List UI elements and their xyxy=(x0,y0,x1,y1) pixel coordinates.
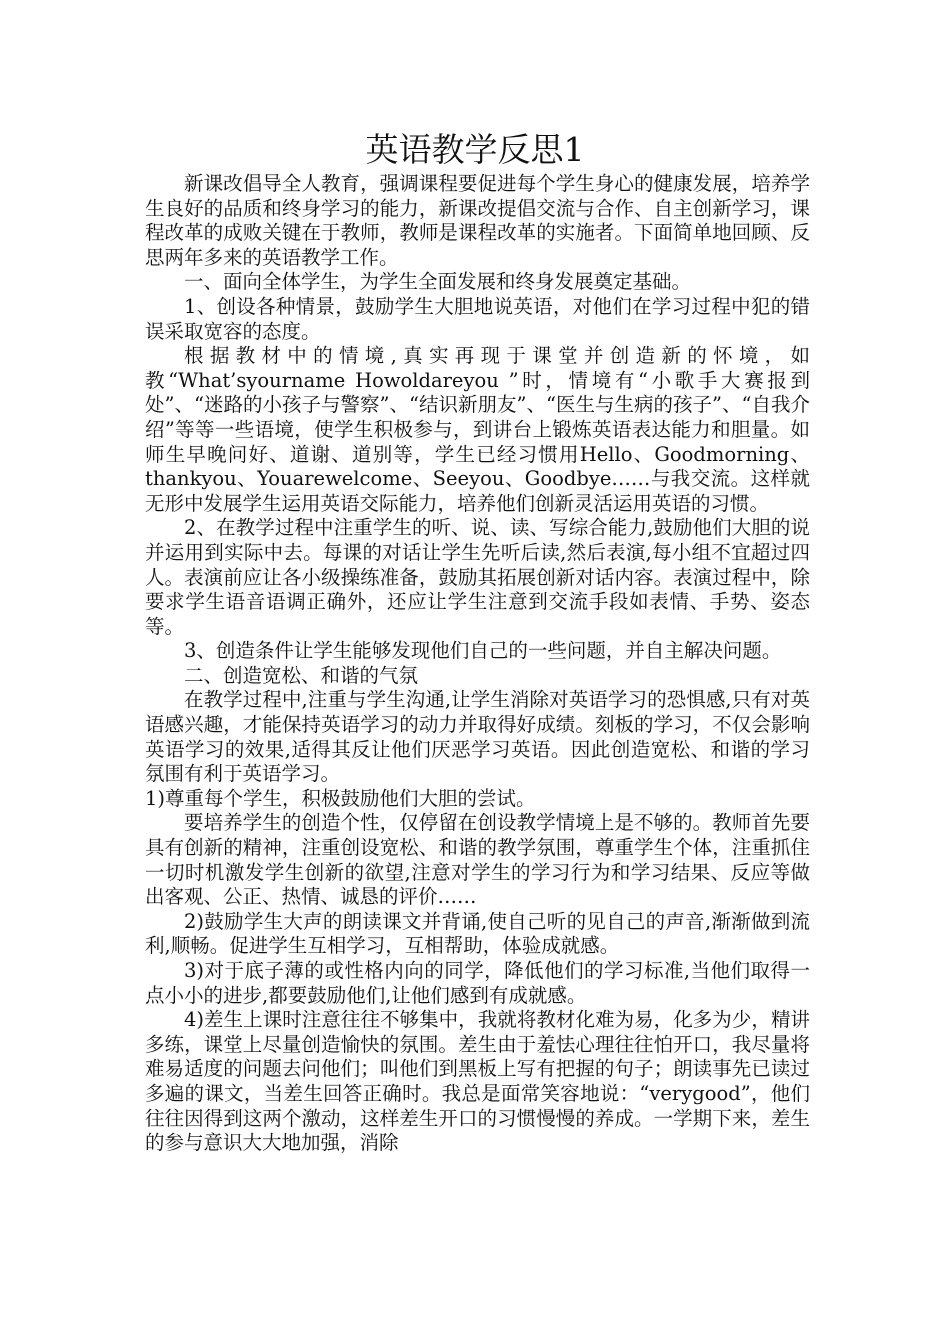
paragraph: 要培养学生的创造个性，仅停留在创设教学情境上是不够的。教师首先要具有创新的精神，注重创设宽松、和谐的教学氛围，尊重学生个体，注重抓住一切时机激发学生创新的欲望,注意对学生的学习行为和学习结果、反应等做出客观、公正、热情、诚恳的评价…… xyxy=(145,811,810,909)
list-item: 3)对于底子薄的或性格内向的同学，降低他们的学习标准,当他们取得一点小小的进步,都要鼓励他们,让他们感到有成就感。 xyxy=(145,959,810,1007)
document-title: 英语教学反思1 xyxy=(365,130,585,169)
list-item: 4)差生上课时注意往往不够集中，我就将教材化难为易，化多为少，精讲多练，课堂上尽量创造愉快的氛围。差生由于羞怯心理往往怕开口，我尽量将难易适度的问题去问他们；叫他们到黑板上写有把握的句子；朗读事先已读过多遍的课文，当差生回答正确时。我总是面常笑容地说：“verygood”，他们往往因得到这两个激动，这样差生开口的习惯慢慢的养成。一学期下来，差生的参与意识大大地加强，消除 xyxy=(145,1008,810,1155)
list-item: 1)尊重每个学生，积极鼓励他们大胆的尝试。 xyxy=(145,786,536,810)
document-body xyxy=(145,172,810,1156)
paragraph: 3、创造条件让学生能够发现他们自己的一些问题，并自主解决问题。 xyxy=(184,639,782,663)
paragraph: 在教学过程中,注重与学生沟通,让学生消除对英语学习的恐惧感,只有对英语感兴趣，才能保持英语学习的动力并取得好成绩。刻板的学习，不仅会影响英语学习的效果,适得其反让他们厌恶学习英语。因此创造宽松、和谐的学习氛围有利于英语学习。 xyxy=(145,688,810,786)
paragraph: 1、创设各种情景，鼓励学生大胆地说英语，对他们在学习过程中犯的错误采取宽容的态度。 xyxy=(145,294,810,343)
section-heading: 二、创造宽松、和谐的气氛 xyxy=(184,663,419,687)
paragraph: 新课改倡导全人教育，强调课程要促进每个学生身心的健康发展，培养学生良好的品质和终身学习的能力，新课改提倡交流与合作、自主创新学习，课程改革的成败关键在于教师，教师是课程改革的实施者。下面简单地回顾、反思两年多来的英语教学工作。 xyxy=(145,172,810,269)
paragraph: 根据教材中的情境,真实再现于课堂并创造新的怀境，如教“What’syourname Howoldareyou ”时，情境有“小歌手大赛报到处”、“迷路的小孩子与警察”、“结识新朋友”、“医生与生病的孩子”、“自我介绍”等等一些语境，使学生积极参与，到讲台上锻炼英语表达能力和胆量。如师生早晚问好、道谢、道别等，学生已经习惯用Hello、Goodmorning、thankyou、Youarewelcome、Seeyou、Goodbye……与我交流。这样就无形中发展学生运用英语交际能力，培养他们创新灵活运用英语的习惯。 xyxy=(145,344,810,515)
paragraph: 2、在教学过程中注重学生的听、说、读、写综合能力,鼓励他们大胆的说并运用到实际中去。每课的对话让学生先听后读,然后表演,每小组不宜超过四人。表演前应让各小级操练准备，鼓励其拓展创新对话内容。表演过程中，除要求学生语音语调正确外，还应让学生注意到交流手段如表情、手势、姿态等。 xyxy=(145,516,810,638)
section-heading: 一、面向全体学生，为学生全面发展和终身发展奠定基础。 xyxy=(184,270,692,294)
list-item: 2)鼓励学生大声的朗读课文并背诵,使自己听的见自己的声音,渐渐做到流利,顺畅。促进学生互相学习，互相帮助，体验成就感。 xyxy=(145,909,810,958)
